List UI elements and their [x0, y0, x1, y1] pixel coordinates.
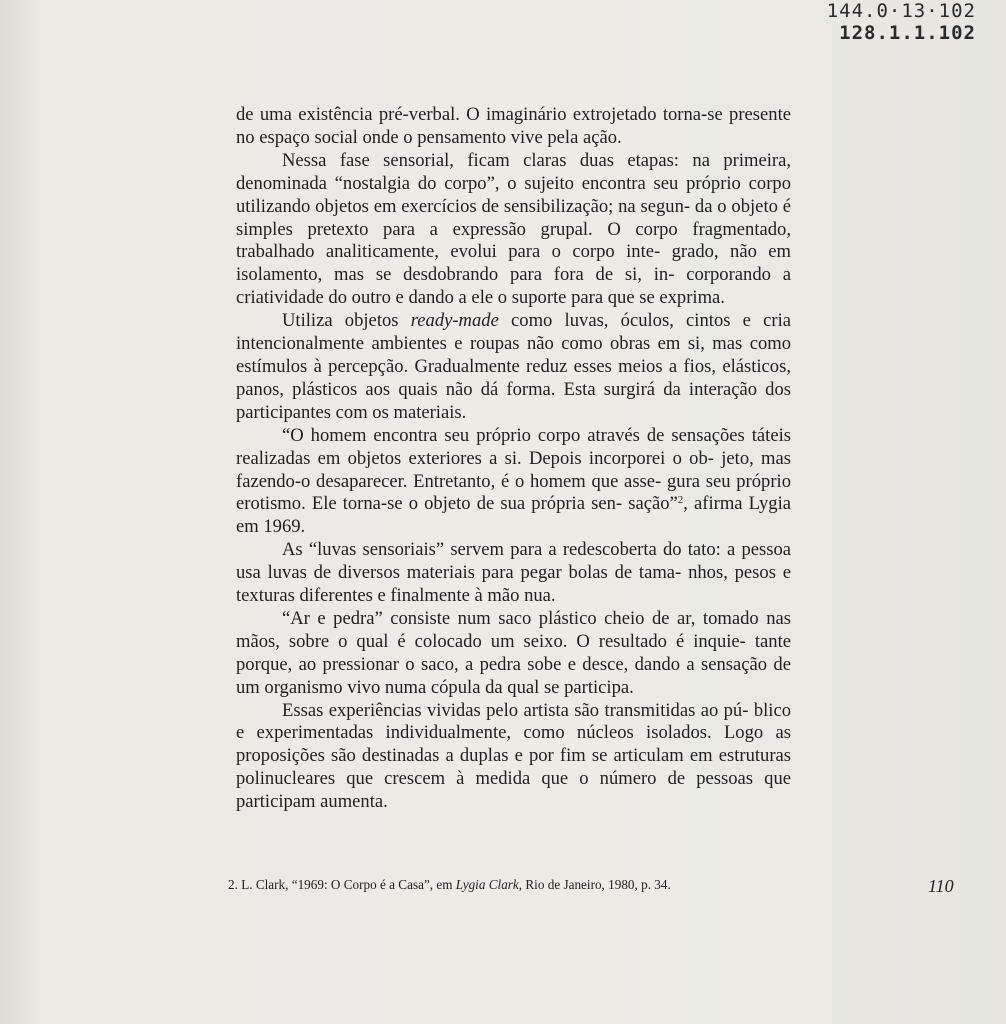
text-line: “O homem encontra seu próprio corpo através de sensações — [282, 424, 745, 446]
text-line: fios, elásticos, panos, plásticos aos quais não dá forma. Esta surgirá — [236, 355, 791, 400]
paragraph — [236, 539, 791, 608]
text-line: como estímulos à percepção. Gradualmente reduz esses meios a — [236, 333, 791, 377]
text-line: Utiliza objetos ready-made como luvas, óculos, cintos e cria — [282, 310, 791, 332]
text-line: corpo utilizando objetos em exercícios de sensibilização; na segun- — [236, 172, 791, 217]
text-line: em estruturas polinucleares que crescem à medida que o número — [236, 745, 792, 790]
text-line: grado, não em isolamento, mas se desdobrando para fora de si, in- — [236, 241, 792, 286]
text-line: tante porque, ao pressionar o saco, a pedra sobe e desce, dando a — [236, 630, 792, 675]
text-line: corporando a criatividade do outro e dando a ele o suporte para — [236, 264, 791, 309]
text-line: táteis realizadas em objetos exteriores a si. Depois incorporei o ob- — [236, 424, 791, 469]
text-line: de pessoas que participam aumenta. — [236, 768, 791, 813]
text-line: que se exprima. — [607, 287, 725, 309]
text-line: sação”$^2$, afirma Lygia em 1969. — [236, 493, 791, 538]
text-line: blico e experimentadas individualmente, como núcleos isolados. — [236, 699, 791, 744]
paragraph — [236, 700, 791, 815]
paragraph — [236, 310, 791, 425]
text-line: Essas experiências vividas pelo artista são transmitidas ao pú- — [282, 699, 749, 721]
text-line: de uma existência pré-verbal. O imaginário extrojetado torna-se — [236, 104, 723, 125]
page-number: 110 — [928, 876, 954, 896]
text-line: Nessa fase sensorial, ficam claras duas etapas: na primeira, — [282, 149, 791, 171]
text-line: da interação dos participantes com os materiais. — [236, 378, 791, 423]
text-line: pessoa usa luvas de diversos materiais para pegar bolas de tama- — [236, 539, 792, 584]
shelfmark-line-2: 128.1.1.102 — [839, 22, 976, 44]
footnote-title: Lygia Clark — [455, 877, 519, 892]
text-line: nhos, pesos e texturas diferentes e finalmente à mão nua. — [236, 562, 791, 607]
text-line: da o objeto é simples pretexto para a expressão grupal. O corpo — [236, 195, 791, 240]
text-line: intencionalmente ambientes e roupas não como obras em si, mas — [236, 333, 743, 355]
text-line: presente no espaço social onde o pensamento vive pela ação. — [236, 104, 791, 148]
footnote-text-end: , Rio de Janeiro, 1980, p. 34. — [518, 877, 671, 892]
bleed-through-text — [20, 0, 25, 19]
paragraph — [236, 104, 791, 150]
paragraph — [236, 150, 791, 310]
text-line: Logo as proposições são destinadas a duplas e por fim se articulam — [236, 722, 791, 767]
library-shelfmark — [827, 0, 976, 44]
text-line: “Ar e pedra” consiste num saco plástico cheio de ar, tomado — [282, 607, 759, 629]
text-line: nas mãos, sobre o qual é colocado um seixo. O resultado é inquie- — [236, 607, 791, 652]
shelfmark-line-1: 144.0·13·102 — [826, 0, 976, 22]
footnote-text: 2. L. Clark, “1969: O Corpo é a Casa”, em — [228, 877, 456, 892]
paragraph — [236, 608, 791, 700]
text-line: sensação de um organismo vivo numa cópula da qual se participa. — [236, 653, 791, 698]
text-line: jeto, mas fazendo-o desaparecer. Entretanto, é o homem que asse- — [236, 447, 792, 492]
text-line: fragmentado, trabalhado analiticamente, evolui para o corpo inte- — [236, 218, 791, 263]
text-line: denominada “nostalgia do corpo”, o sujeito encontra seu próprio — [236, 172, 741, 194]
text-line: gura seu próprio erotismo. Ele torna-se o objeto de sua própria sen- — [236, 470, 791, 515]
paragraph — [236, 425, 791, 540]
text-line: As “luvas sensoriais” servem para a redescoberta do tato: a — [282, 539, 736, 561]
body-text — [236, 104, 791, 814]
footnote — [228, 877, 671, 893]
